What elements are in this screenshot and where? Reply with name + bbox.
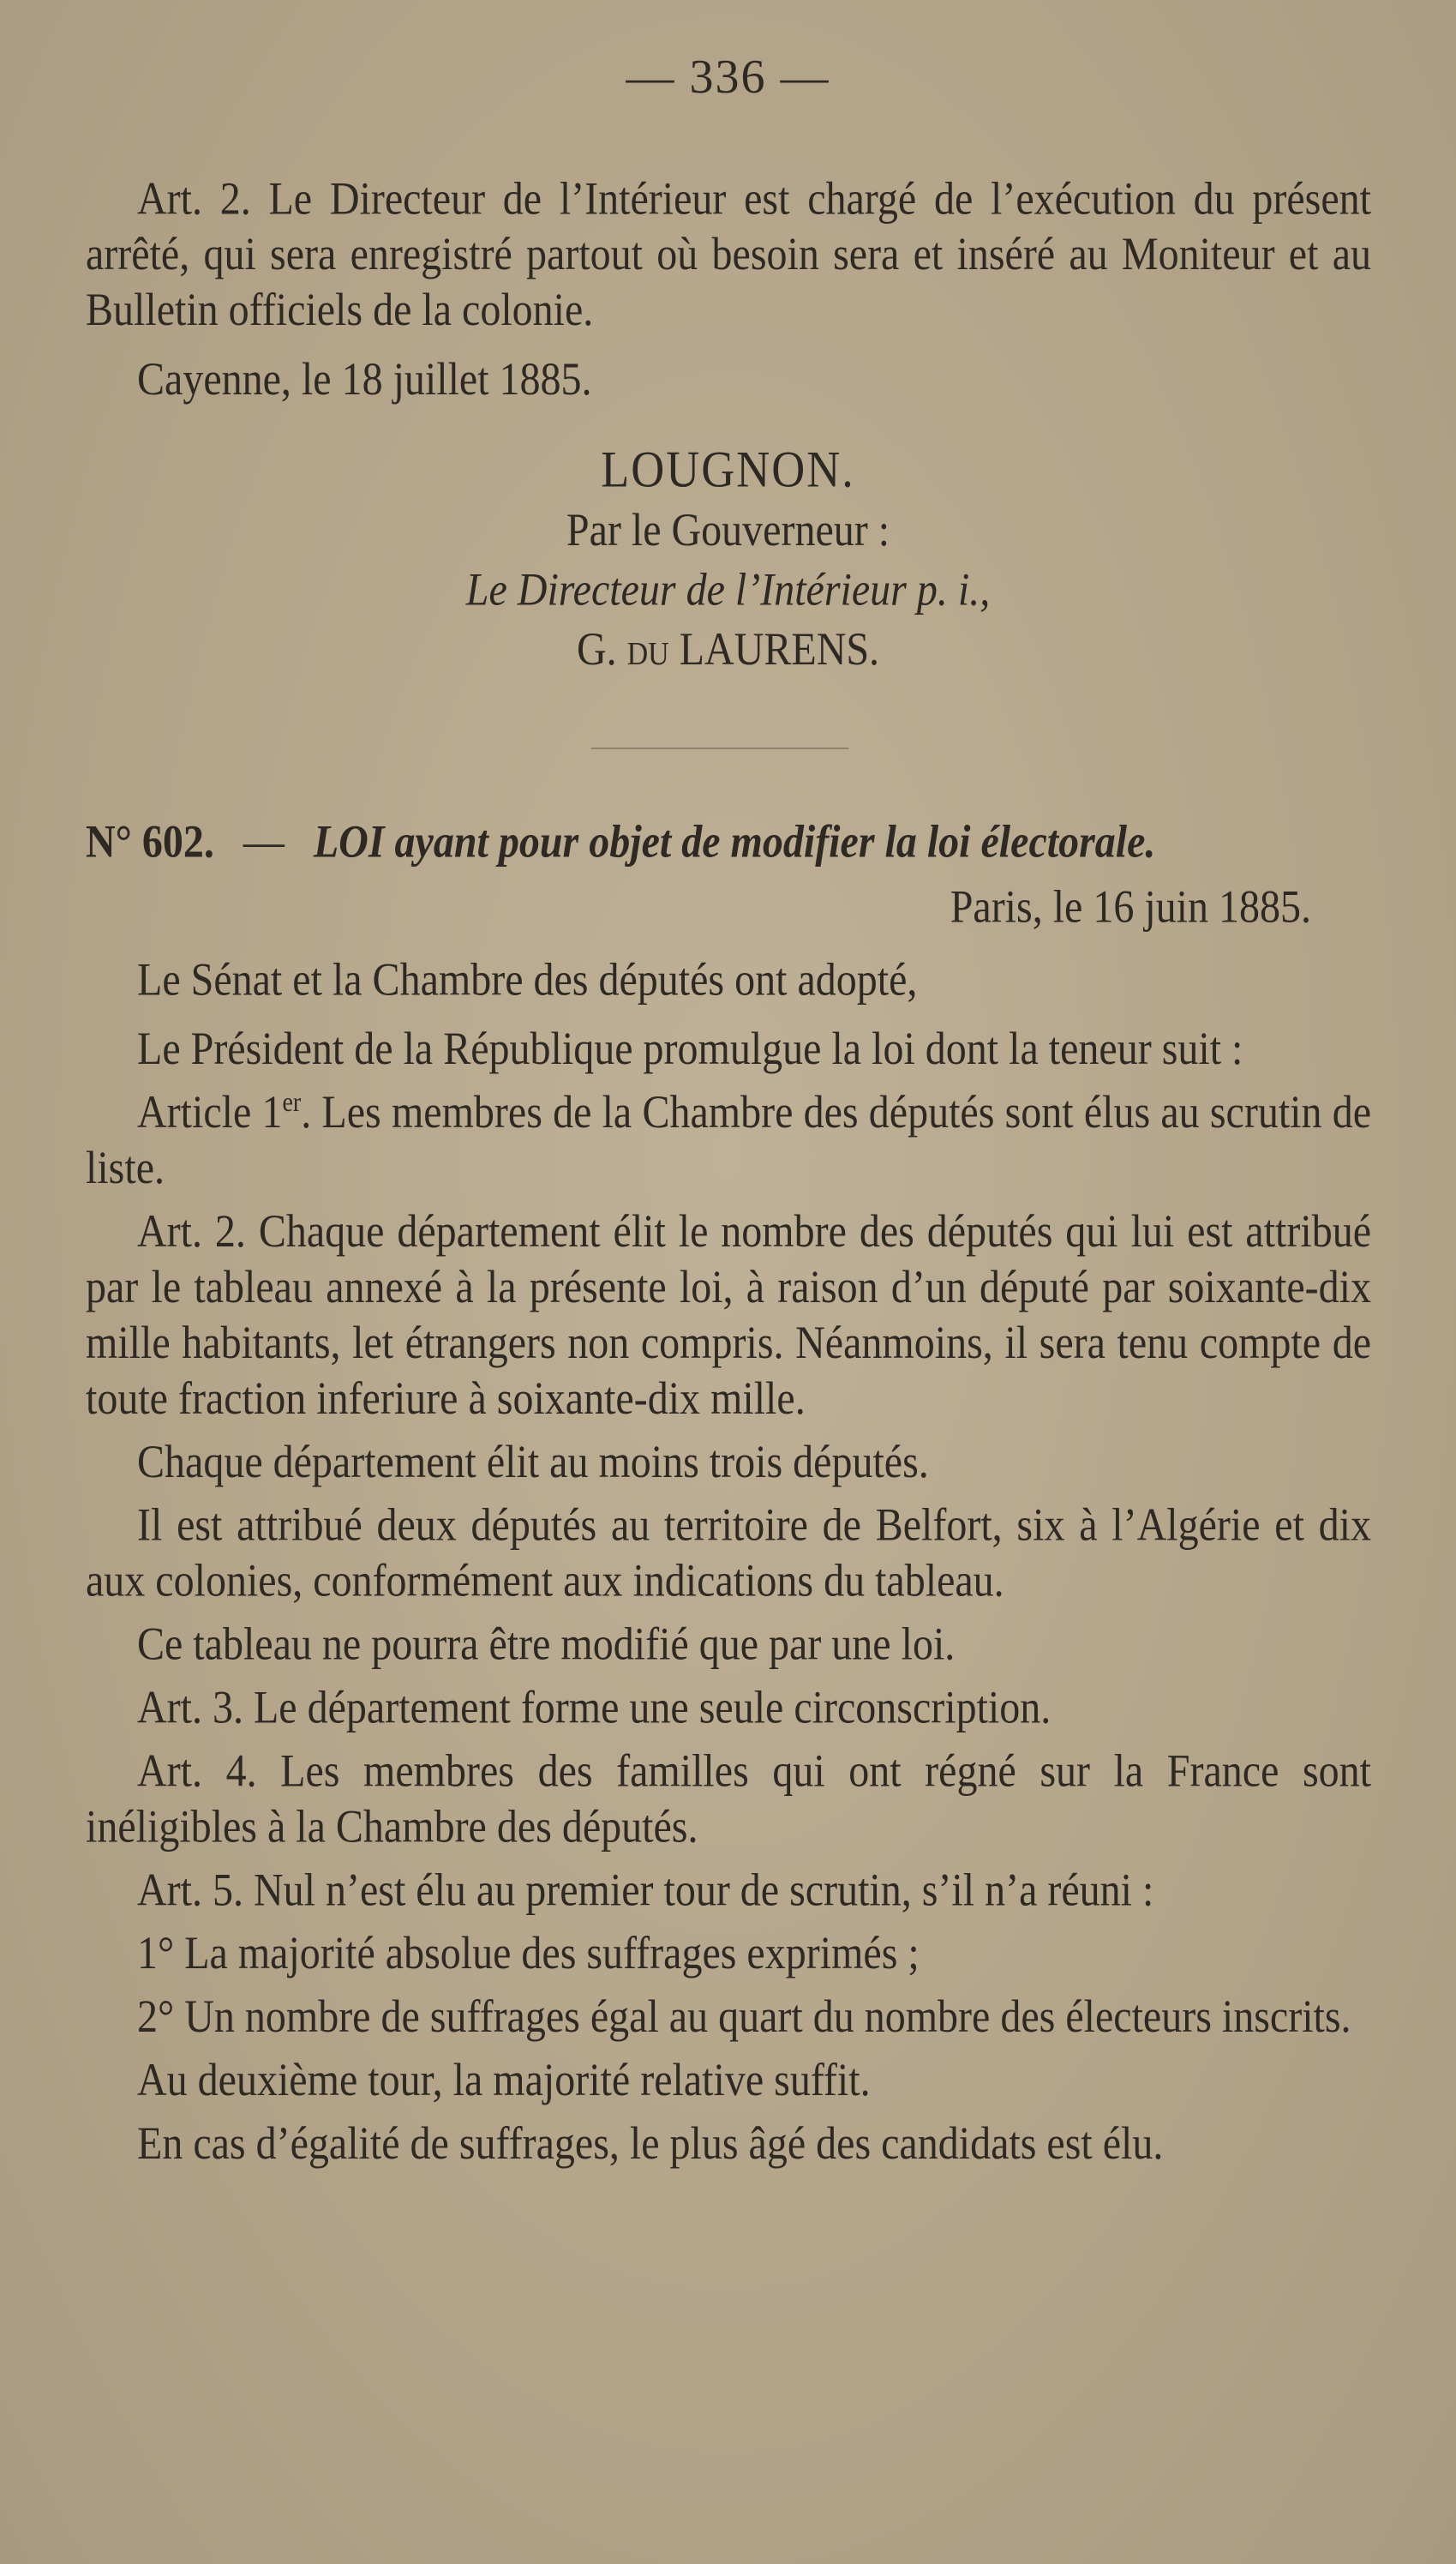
law-dash: — bbox=[243, 816, 285, 868]
top-block bbox=[86, 171, 1371, 408]
article-2-prefecture: Art. 2. Le Directeur de l’Intérieur est chargé de l’exécution du présent arrêté, qui sera enregistré partout où besoin sera et inséré au Moniteur et au Bulletin officiels de la colonie. bbox=[86, 173, 1371, 336]
law-article-5: Art. 5. Nul n’est élu au premier tour de scrutin, s’il n’a réuni : bbox=[137, 1864, 1154, 1916]
signature-block bbox=[0, 441, 1456, 678]
article-1-text: . Les membres de la Chambre des députés sont élus au scrutin de liste. bbox=[86, 1087, 1371, 1194]
director-name: G. du LAURENS. bbox=[576, 623, 880, 676]
article-1-label: Article 1 bbox=[137, 1087, 283, 1138]
law-heading bbox=[86, 814, 1371, 870]
page-number: — 336 — bbox=[626, 51, 830, 104]
law-article-5-p3: En cas d’égalité de suffrages, le plus âgé des candidats est élu. bbox=[137, 2117, 1164, 2170]
separator-rule bbox=[591, 748, 848, 749]
law-article-1 bbox=[86, 1085, 1371, 1197]
law-article-5-p2: Au deuxième tour, la majorité relative suffit. bbox=[137, 2055, 871, 2106]
law-article-2: Art. 2. Chaque département élit le nombre des députés qui lui est attribué par le tableau annexé à la présente loi, à raison d’un député par soixante-dix mille habitants, let étrangers non compris. Néanmoins, il sera tenu compte de toute fraction inferiure à soixante-dix mille. bbox=[86, 1205, 1371, 1425]
law-article-2-p4: Ce tableau ne pourra être modifié que par une loi. bbox=[137, 1618, 956, 1670]
place-date: Cayenne, le 18 juillet 1885. bbox=[137, 353, 592, 405]
law-article-5-item-2: 2° Un nombre de suffrages égal au quart du nombre des électeurs inscrits. bbox=[137, 1991, 1351, 2043]
law-number: N° 602. bbox=[86, 816, 214, 868]
by-governor: Par le Gouverneur : bbox=[566, 504, 890, 556]
law-article-4: Art. 4. Les membres des familles qui ont régné sur la France sont inéligibles à la Chambre des députés. bbox=[86, 1745, 1371, 1852]
law-title: LOI ayant pour objet de modifier la loi électorale. bbox=[313, 816, 1156, 868]
law-intro-president: Le Président de la République promulgue la loi dont la teneur suit : bbox=[137, 1024, 1243, 1075]
signature-lougnon: LOUGNON. bbox=[601, 440, 855, 499]
director-title: Le Directeur de l’Intérieur p. i., bbox=[465, 564, 991, 615]
law-place-date: Paris, le 16 juin 1885. bbox=[950, 881, 1311, 933]
law-article-2-p3: Il est attribué deux députés au territoire de Belfort, six à l’Algérie et dix aux colonies, conformément aux indications du tableau. bbox=[86, 1499, 1371, 1606]
law-article-2-p2: Chaque département élit au moins trois députés. bbox=[137, 1436, 929, 1488]
law-602 bbox=[86, 814, 1371, 2172]
law-intro-senate: Le Sénat et la Chambre des députés ont adopté, bbox=[137, 954, 918, 1006]
article-1-sup: er bbox=[282, 1088, 302, 1118]
law-article-3: Art. 3. Le département forme une seule circonscription. bbox=[137, 1682, 1052, 1733]
law-article-5-item-1: 1° La majorité absolue des suffrages exprimés ; bbox=[137, 1928, 920, 1979]
